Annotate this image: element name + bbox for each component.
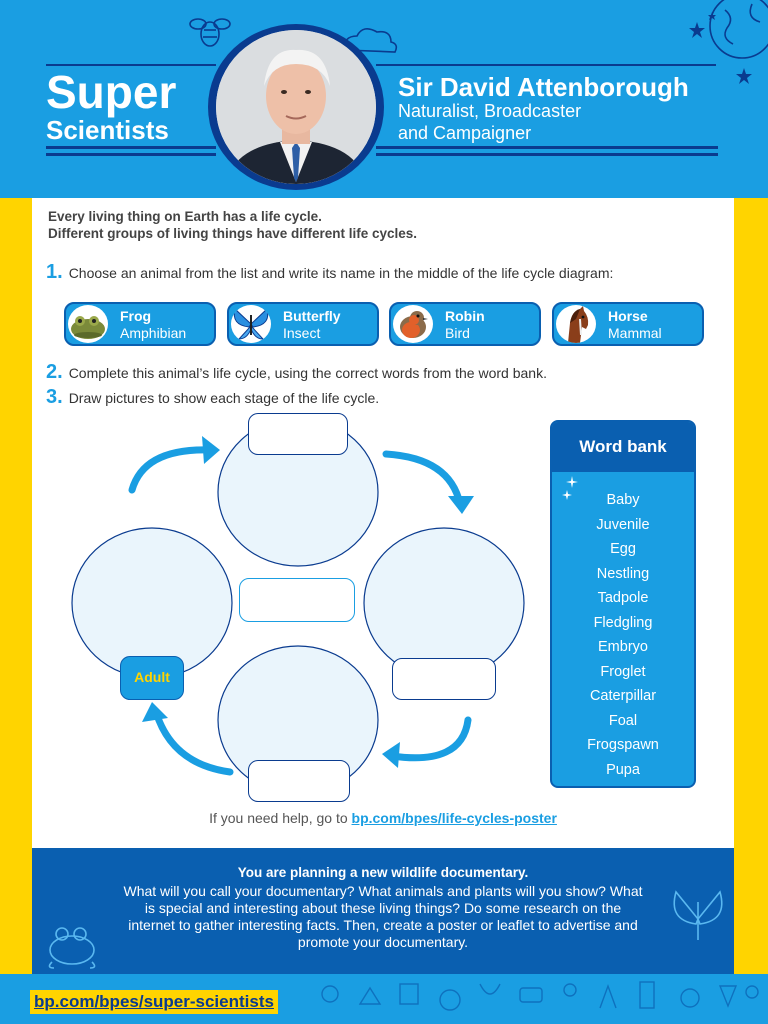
animal-choice-butterfly[interactable] xyxy=(227,302,379,346)
animal-name-center-box[interactable] xyxy=(239,578,355,622)
intro-line1: Every living thing on Earth has a life cycle. xyxy=(48,209,322,224)
word-bank-item: Juvenile xyxy=(596,516,650,533)
animal-choice-frog[interactable] xyxy=(64,302,216,346)
header-rule-top-right xyxy=(376,64,716,66)
header-rule-bottom-left xyxy=(46,153,216,156)
arrow-bottom-right-icon xyxy=(392,720,468,758)
bee-doodle-icon xyxy=(190,19,230,46)
task-body: What will you call your documentary? What animals and plants will you show? What is special and interesting about these living things? Do some research on the internet to gather interesting facts. Then, create a poster or leaflet to advertise and promote your documentary. xyxy=(123,883,643,950)
help-prefix: If you need help, go to xyxy=(209,810,348,826)
word-bank-item: Baby xyxy=(606,492,640,508)
arrowhead-bottom-right-icon xyxy=(382,742,400,768)
stage-label-top[interactable] xyxy=(248,413,348,455)
title-super: Super xyxy=(46,66,177,118)
worksheet-content xyxy=(32,198,734,848)
step-1-text: Choose an animal from the list and write its name in the middle of the life cycle diagram: xyxy=(68,265,614,281)
horse-icon xyxy=(556,305,596,343)
sparkle-icon xyxy=(560,474,584,504)
word-bank-item: Caterpillar xyxy=(589,688,657,704)
animal-name-robin: Robin xyxy=(445,308,485,324)
butterfly-icon xyxy=(231,305,271,343)
footer-bar xyxy=(0,974,768,1024)
life-cycles-poster-link[interactable]: bp.com/bpes/life-cycles-poster xyxy=(351,810,557,826)
word-bank-title: Word bank xyxy=(552,422,694,472)
stage-label-bottom[interactable] xyxy=(248,760,350,802)
header-banner xyxy=(0,0,768,198)
person-name: Sir David Attenborough xyxy=(398,72,689,102)
cycle-circle-right xyxy=(364,528,524,678)
header-rule-top-left xyxy=(46,146,216,149)
step-2 xyxy=(46,362,547,383)
animal-type-frog: Amphibian xyxy=(120,325,187,341)
frog-doodle-icon xyxy=(42,920,102,970)
arrow-top-left-icon xyxy=(132,450,210,490)
arrowhead-top-left-icon xyxy=(202,436,220,464)
word-bank-item: Fledgling xyxy=(593,614,653,631)
step-3-number: 3. xyxy=(46,386,63,408)
word-bank xyxy=(550,420,696,788)
help-line xyxy=(32,810,734,826)
animal-type-robin: Bird xyxy=(445,325,470,341)
person-role-line1: Naturalist, Broadcaster xyxy=(398,101,582,121)
word-bank-item: Froglet xyxy=(600,663,646,680)
step-3-text: Draw pictures to show each stage of the life cycle. xyxy=(68,390,380,406)
animal-choice-horse[interactable] xyxy=(552,302,704,346)
word-bank-item: Embryo xyxy=(598,639,648,655)
stage-label-adult: Adult xyxy=(120,656,184,700)
arrowhead-top-right-icon xyxy=(448,496,474,514)
step-2-text: Complete this animal’s life cycle, using the correct words from the word bank. xyxy=(68,365,547,381)
animal-type-horse: Mammal xyxy=(608,325,662,341)
step-3 xyxy=(46,387,379,408)
frog-icon xyxy=(68,305,108,343)
arrowhead-bottom-left-icon xyxy=(142,702,168,722)
word-bank-item: Foal xyxy=(608,712,638,729)
animal-name-butterfly: Butterfly xyxy=(283,308,341,324)
super-scientists-link[interactable]: bp.com/bpes/super-scientists xyxy=(30,990,278,1014)
task-title: You are planning a new wildlife documentary. xyxy=(237,865,529,880)
header-rule-mid-right xyxy=(376,146,718,149)
word-bank-item: Nestling xyxy=(596,565,650,582)
word-bank-item: Egg xyxy=(610,541,636,557)
globe-doodle-icon xyxy=(710,0,768,58)
animal-type-butterfly: Insect xyxy=(283,325,321,341)
word-bank-list xyxy=(552,472,694,782)
step-2-number: 2. xyxy=(46,361,63,383)
word-bank-item: Pupa xyxy=(606,761,640,778)
intro-text xyxy=(48,208,417,242)
word-bank-item: Frogspawn xyxy=(587,737,659,753)
animal-name-horse: Horse xyxy=(608,308,648,324)
stage-label-right[interactable] xyxy=(392,658,496,700)
documentary-task-panel xyxy=(32,848,734,974)
stars-doodle-icon xyxy=(689,12,752,84)
animal-choice-robin[interactable] xyxy=(389,302,541,346)
title-scientists: Scientists xyxy=(46,115,169,145)
person-role-line2: and Campaigner xyxy=(398,123,532,143)
step-1 xyxy=(46,262,613,283)
intro-line2: Different groups of living things have different life cycles. xyxy=(48,226,418,241)
header-rule-bottom-right xyxy=(376,153,718,156)
portrait-photo xyxy=(216,30,376,184)
butterfly-doodle-icon xyxy=(668,884,728,954)
word-bank-item: Tadpole xyxy=(597,590,649,606)
animal-name-frog: Frog xyxy=(120,308,152,324)
robin-icon xyxy=(393,305,433,343)
step-1-number: 1. xyxy=(46,261,63,283)
